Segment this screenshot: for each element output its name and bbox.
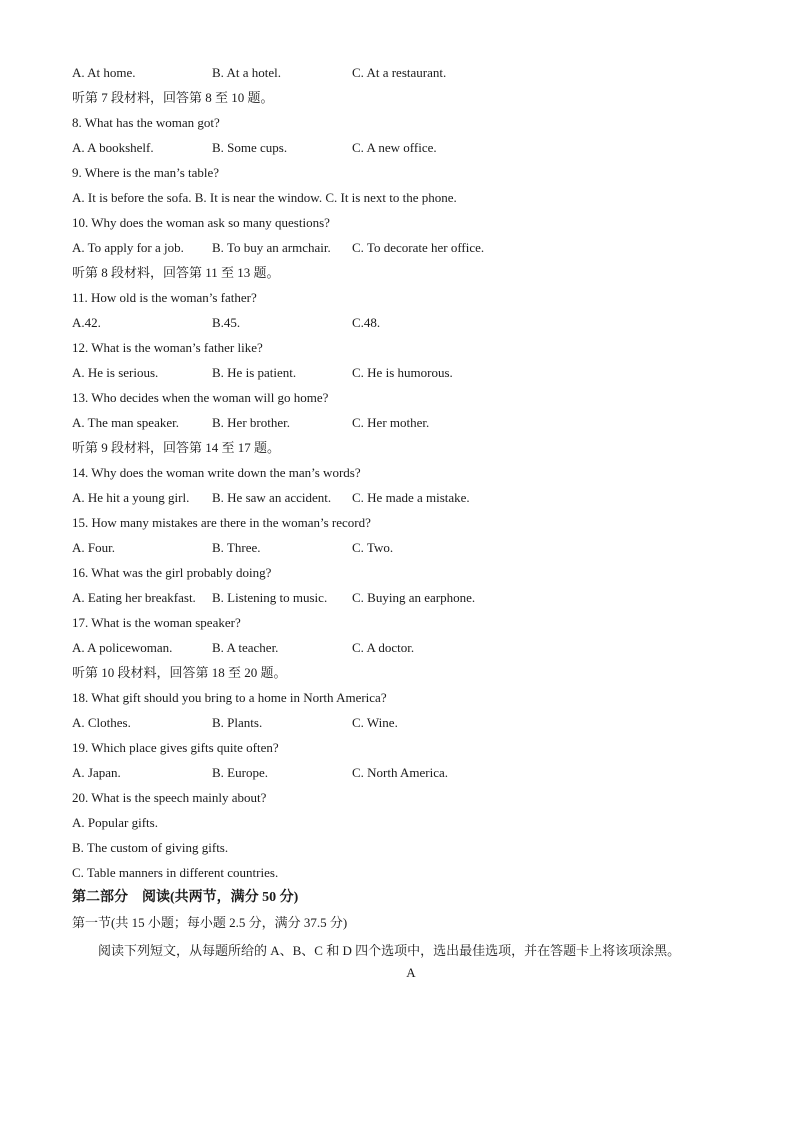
answer-option-a: A. To apply for a job.: [72, 240, 184, 255]
text-line: B. The custom of giving gifts.: [72, 840, 229, 855]
text-line: 听第 7 段材料，回答第 8 至 10 题。: [72, 90, 274, 105]
option-row: [72, 488, 722, 513]
text-line: A. It is before the sofa. B. It is near the window. C. It is next to the phone.: [72, 190, 457, 205]
option-row: [72, 538, 722, 563]
option-row: [72, 413, 722, 438]
text-line: 10. Why does the woman ask so many questions?: [72, 215, 330, 230]
answer-option-c: C. He is humorous.: [352, 365, 453, 380]
answer-option-c: C. He made a mistake.: [352, 490, 470, 505]
text-line: 听第 8 段材料，回答第 11 至 13 题。: [72, 265, 280, 280]
text-line: 15. How many mistakes are there in the woman’s record?: [72, 515, 371, 530]
answer-option-b: B. At a hotel.: [212, 65, 281, 80]
answer-option-c: C. A new office.: [352, 140, 437, 155]
answer-option-a: A. Clothes.: [72, 715, 131, 730]
text-line: 8. What has the woman got?: [72, 115, 220, 130]
answer-option-b: B. Listening to music.: [212, 590, 328, 605]
passage-label: A: [406, 965, 416, 980]
section-heading: 第二部分 阅读(共两节，满分 50 分): [72, 890, 299, 905]
answer-option-b: B. Her brother.: [212, 415, 290, 430]
option-row: [72, 363, 722, 388]
answer-option-b: B. He saw an accident.: [212, 490, 332, 505]
text-line: 19. Which place gives gifts quite often?: [72, 740, 279, 755]
text-line: 第一节(共 15 小题；每小题 2.5 分，满分 37.5 分): [72, 915, 348, 930]
document-page: [72, 63, 722, 988]
answer-option-b: B. Some cups.: [212, 140, 288, 155]
answer-option-a: A. At home.: [72, 65, 136, 80]
text-line: 11. How old is the woman’s father?: [72, 290, 257, 305]
answer-option-a: A. Four.: [72, 540, 115, 555]
option-row: [72, 138, 722, 163]
option-row: [72, 713, 722, 738]
answer-option-c: C. Her mother.: [352, 415, 430, 430]
text-line: 13. Who decides when the woman will go home?: [72, 390, 329, 405]
answer-option-a: A. The man speaker.: [72, 415, 179, 430]
answer-option-c: C. At a restaurant.: [352, 65, 447, 80]
answer-option-a: A. He hit a young girl.: [72, 490, 190, 505]
text-line: 12. What is the woman’s father like?: [72, 340, 263, 355]
option-row: [72, 238, 722, 263]
answer-option-a: A. He is serious.: [72, 365, 159, 380]
text-line: 18. What gift should you bring to a home in North America?: [72, 690, 387, 705]
answer-option-b: B. Three.: [212, 540, 261, 555]
answer-option-c: C. Buying an earphone.: [352, 590, 476, 605]
text-line: C. Table manners in different countries.: [72, 865, 279, 880]
option-row: [72, 638, 722, 663]
answer-option-a: A. Eating her breakfast.: [72, 590, 196, 605]
answer-option-a: A. Japan.: [72, 765, 121, 780]
instruction-paragraph: 阅读下列短文，从每题所给的 A、B、C 和 D 四个选项中，选出最佳选项，并在答题卡上将该项涂黑。: [98, 943, 681, 958]
answer-option-b: B. A teacher.: [212, 640, 279, 655]
text-line: 14. Why does the woman write down the man’s words?: [72, 465, 361, 480]
answer-option-b: B. He is patient.: [212, 365, 297, 380]
text-line: 17. What is the woman speaker?: [72, 615, 241, 630]
answer-option-b: B. To buy an armchair.: [212, 240, 331, 255]
answer-option-c: C. A doctor.: [352, 640, 415, 655]
text-line: 听第 9 段材料，回答第 14 至 17 题。: [72, 440, 281, 455]
answer-option-b: B.45.: [212, 315, 241, 330]
text-line: 9. Where is the man’s table?: [72, 165, 220, 180]
answer-option-b: B. Plants.: [212, 715, 263, 730]
option-row: [72, 313, 722, 338]
text-line: A. Popular gifts.: [72, 815, 158, 830]
answer-option-c: C. Wine.: [352, 715, 398, 730]
answer-option-b: B. Europe.: [212, 765, 268, 780]
answer-option-c: C.48.: [352, 315, 381, 330]
answer-option-a: A. A bookshelf.: [72, 140, 154, 155]
answer-option-a: A. A policewoman.: [72, 640, 173, 655]
text-line: 16. What was the girl probably doing?: [72, 565, 272, 580]
answer-option-c: C. Two.: [352, 540, 394, 555]
option-row: [72, 63, 722, 88]
answer-option-a: A.42.: [72, 315, 101, 330]
text-line: 听第 10 段材料，回答第 18 至 20 题。: [72, 665, 287, 680]
text-line: 20. What is the speech mainly about?: [72, 790, 267, 805]
answer-option-c: C. North America.: [352, 765, 449, 780]
option-row: [72, 588, 722, 613]
answer-option-c: C. To decorate her office.: [352, 240, 485, 255]
option-row: [72, 763, 722, 788]
